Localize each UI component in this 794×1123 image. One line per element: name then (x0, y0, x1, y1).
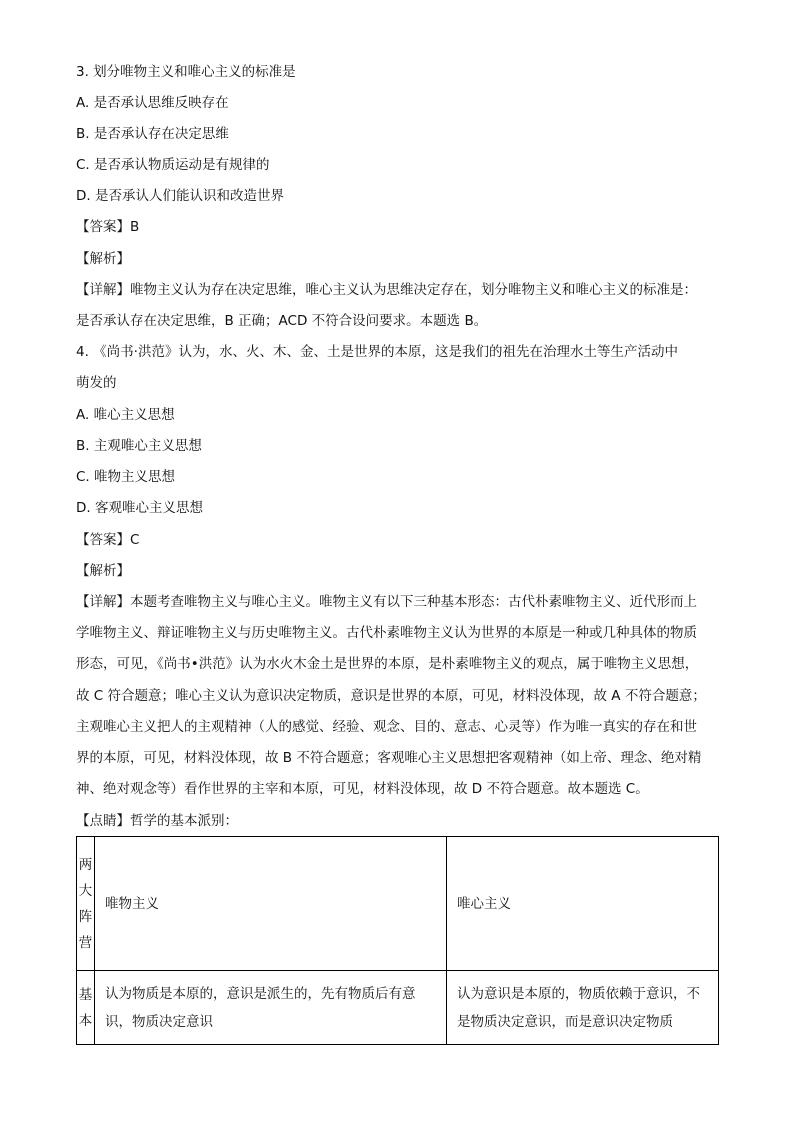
question-4-option-d: D. 客观唯心主义思想 (76, 500, 203, 516)
table-side-char: 基 (78, 986, 93, 1003)
question-3-answer: 【答案】B (76, 219, 140, 235)
table-side-char: 营 (78, 934, 93, 951)
table-header-row (77, 837, 719, 971)
question-4-option-a: A. 唯心主义思想 (76, 407, 175, 423)
question-3-option-b: B. 是否承认存在决定思维 (76, 126, 229, 142)
question-3-detail-line: 【详解】唯物主义认为存在决定思维，唯心主义认为思维决定存在，划分唯物主义和唯心主义的标准是： (76, 282, 697, 298)
question-4-answer: 【答案】C (76, 532, 140, 548)
table-side-char: 阵 (78, 908, 93, 925)
table-side-char: 本 (78, 1012, 93, 1029)
table-header-idealism: 唯心主义 (447, 837, 719, 971)
question-4-stem-line: 萌发的 (76, 375, 117, 392)
question-4-detail-line: 【详解】本题考查唯物主义与唯心主义。唯物主义有以下三种基本形态：古代朴素唯物主义、近代形而上 (76, 594, 697, 610)
table-side-basic (77, 971, 95, 1045)
question-4-option-b: B. 主观唯心主义思想 (76, 438, 202, 454)
question-4-detail-line: 界的本原，可见，材料没体现，故 B 不符合题意；客观唯心主义思想把客观精神（如上帝、理念、绝对精 (76, 750, 702, 767)
question-4-option-c: C. 唯物主义思想 (76, 469, 176, 485)
table-side-header (77, 837, 95, 971)
philosophy-schools-table (76, 836, 719, 1045)
question-4-analysis-heading: 【解析】 (76, 563, 130, 579)
table-row (77, 971, 719, 1045)
table-cell-idealism: 认为意识是本原的，物质依赖于意识，不是物质决定意识，而是意识决定物质 (447, 971, 719, 1045)
table-header-materialism: 唯物主义 (95, 837, 447, 971)
question-3-option-a: A. 是否承认思维反映存在 (76, 95, 229, 111)
question-3-detail (76, 275, 726, 337)
table-cell-materialism: 认为物质是本原的，意识是派生的，先有物质后有意识，物质决定意识 (95, 971, 447, 1045)
table-side-char: 两 (78, 856, 93, 873)
question-3-detail-line: 是否承认存在决定思维，B 正确；ACD 不符合设问要求。本题选 B。 (76, 313, 488, 330)
question-4-detail-line: 故 C 符合题意；唯心主义认为意识决定物质，意识是世界的本原，可见，材料没体现，故 A 不符合题意； (76, 687, 706, 704)
question-3-option-d: D. 是否承认人们能认识和改造世界 (76, 188, 284, 204)
table-side-char: 大 (78, 882, 93, 899)
question-4-detail (76, 587, 726, 805)
question-4-detail-line: 学唯物主义、辩证唯物主义与历史唯物主义。古代朴素唯物主义认为世界的本原是一种或几种具体的物质 (76, 625, 697, 642)
question-3-stem: 3. 划分唯物主义和唯心主义的标准是 (76, 64, 296, 80)
question-4-detail-line: 神、绝对观念等）看作世界的主宰和本原，可见，材料没体现，故 D 不符合题意。故本题选 C。 (76, 781, 649, 798)
question-4-stem (76, 337, 726, 399)
question-4-pointer: 【点睛】哲学的基本派别： (76, 813, 238, 829)
question-4-detail-line: 形态，可见，《尚书•洪范》认为水火木金土是世界的本原，是朴素唯物主义的观点，属于唯物主义思想， (76, 656, 699, 673)
question-4-detail-line: 主观唯心主义把人的主观精神（人的感觉、经验、观念、目的、意志、心灵等）作为唯一真实的存在和世 (76, 718, 697, 735)
question-3-option-c: C. 是否承认物质运动是有规律的 (76, 157, 270, 173)
question-4-stem-line: 4. 《尚书·洪范》认为，水、火、木、金、土是世界的本原，这是我们的祖先在治理水土等生产活动中 (76, 344, 678, 360)
question-3-analysis-heading: 【解析】 (76, 251, 130, 267)
